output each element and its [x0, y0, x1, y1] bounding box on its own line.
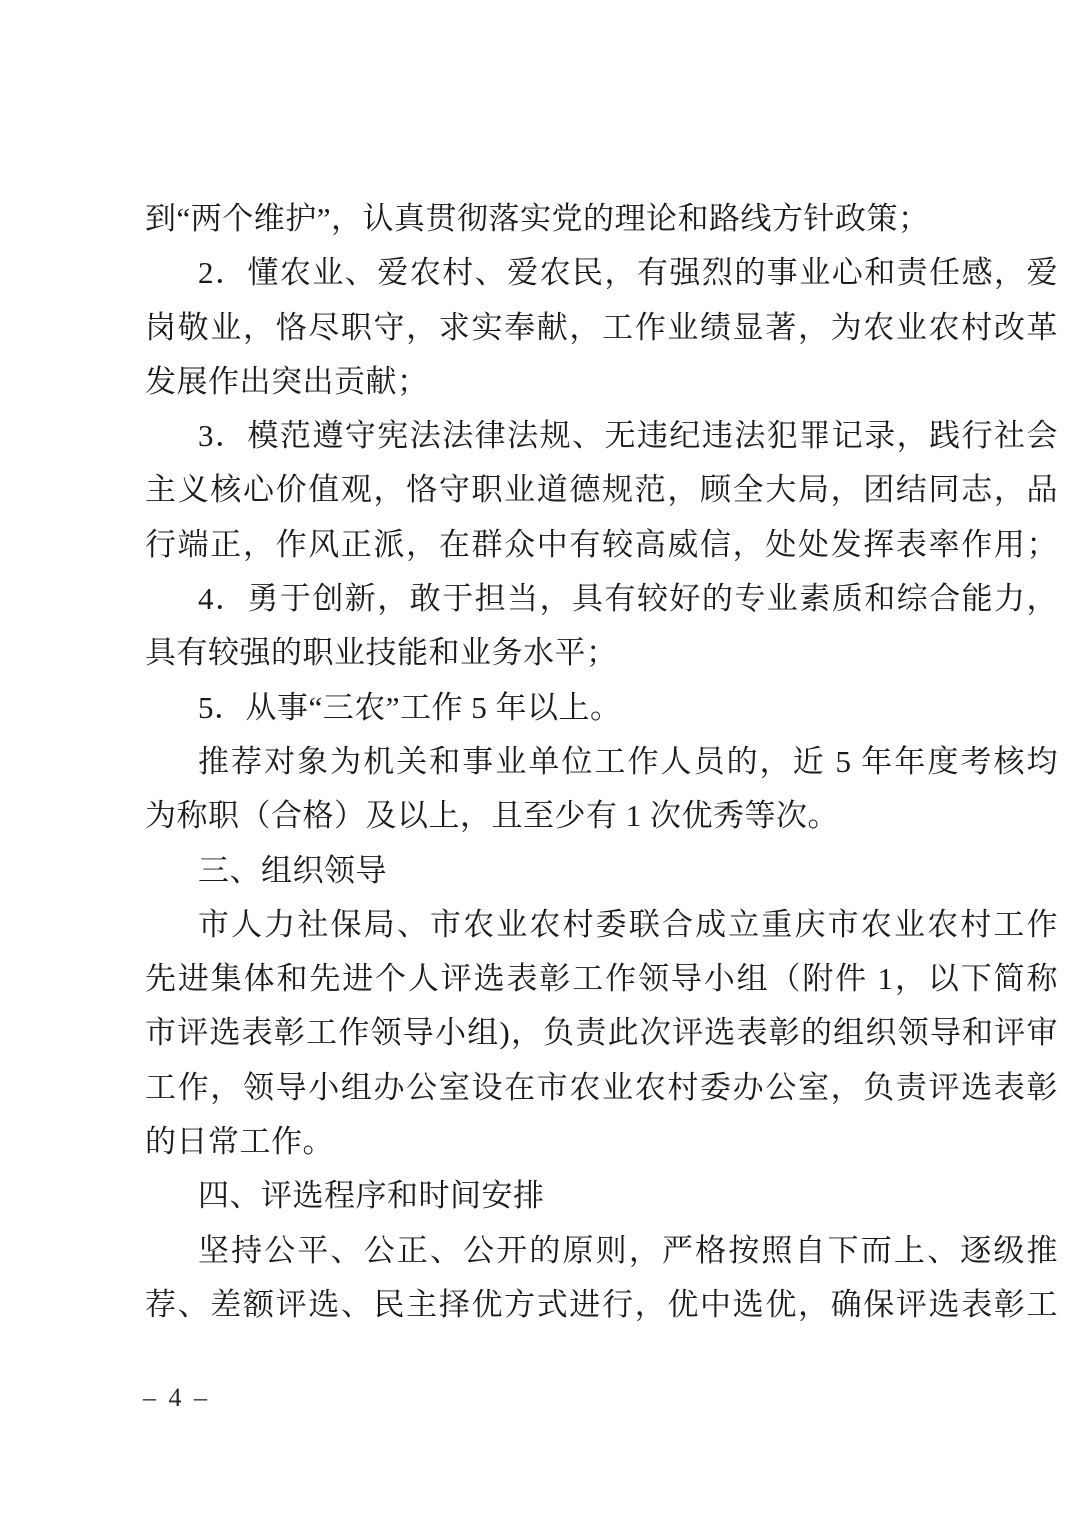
list-item-2: 2．懂农业、爱农村、爱农民，有强烈的事业心和责任感，爱	[198, 255, 1058, 291]
text-line: 到“两个维护”，认真贯彻落实党的理论和路线方针政策；	[145, 201, 930, 236]
text-line: 具有较强的职业技能和业务水平；	[145, 635, 618, 671]
text-line: 为称职（合格）及以上，且至少有 1 次优秀等次。	[145, 798, 839, 834]
page-number: – 4 –	[143, 1383, 210, 1412]
text-line: 推荐对象为机关和事业单位工作人员的，近 5 年年度考核均	[198, 743, 1058, 779]
section-heading-4: 四、评选程序和时间安排	[198, 1178, 545, 1214]
section-heading-3: 三、组织领导	[198, 852, 387, 888]
text-line: 的日常工作。	[145, 1124, 334, 1160]
list-item-4: 4．勇于创新，敢于担当，具有较好的专业素质和综合能力，	[198, 581, 1058, 617]
text-line: 市人力社保局、市农业农村委联合成立重庆市农业农村工作	[198, 906, 1058, 942]
text-line: 发展作出突出贡献；	[145, 363, 429, 399]
text-line: 主义核心价值观，恪守职业道德规范，顾全大局，团结同志，品	[145, 472, 1058, 508]
text-line: 工作，领导小组办公室设在市农业农村委办公室，负责评选表彰	[145, 1069, 1058, 1105]
text-line: 行端正，作风正派，在群众中有较高威信，处处发挥表率作用；	[145, 526, 1058, 562]
text-line: 市评选表彰工作领导小组)，负责此次评选表彰的组织领导和评审	[145, 1015, 1058, 1051]
text-line: 先进集体和先进个人评选表彰工作领导小组（附件 1，以下简称	[145, 961, 1058, 997]
list-item-3: 3．模范遵守宪法法律法规、无违纪违法犯罪记录，践行社会	[198, 418, 1058, 454]
list-item-5: 5．从事“三农”工作 5 年以上。	[198, 689, 622, 725]
text-line: 荐、差额评选、民主择优方式进行，优中选优，确保评选表彰工	[145, 1286, 1058, 1322]
document-text-block	[145, 192, 1058, 1332]
text-line: 坚持公平、公正、公开的原则，严格按照自下而上、逐级推	[198, 1232, 1058, 1268]
text-line: 岗敬业，恪尽职守，求实奉献，工作业绩显著，为农业农村改革	[145, 309, 1058, 345]
